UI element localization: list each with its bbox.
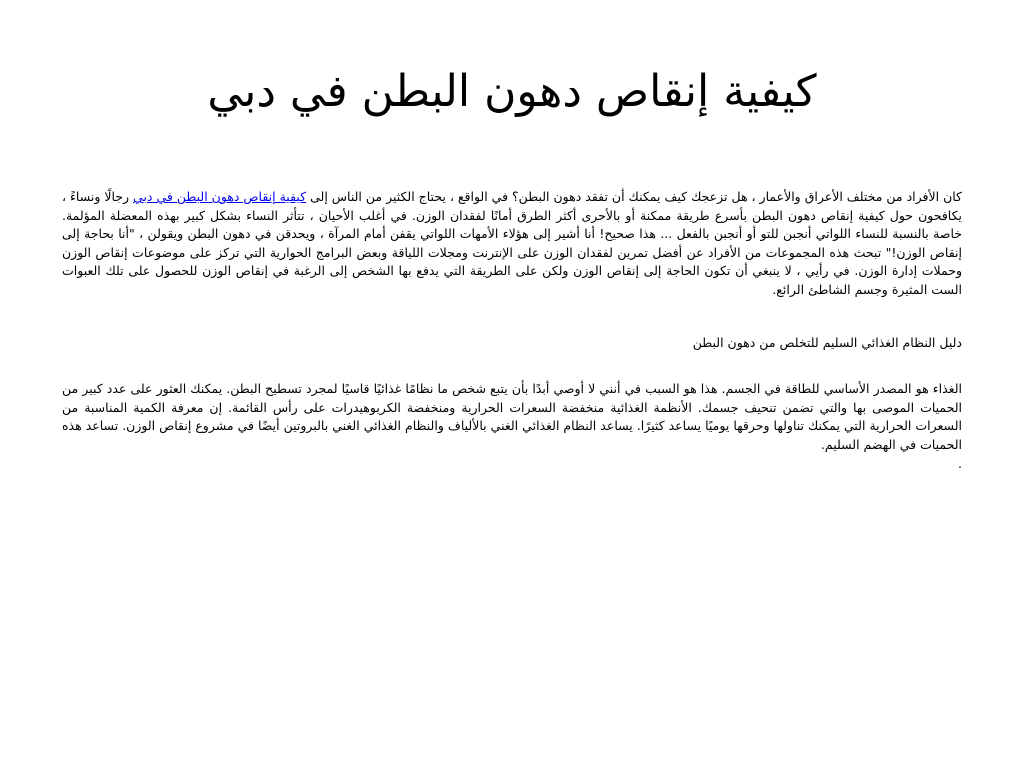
slide-body <box>62 188 962 473</box>
trailing-mark: . <box>958 455 962 471</box>
spacer <box>62 352 962 380</box>
intro-text-before-link: كان الأفراد من مختلف الأعراق والأعمار ، هل تزعجك كيف يمكنك أن تفقد دهون البطن؟ في الواقع ، يحتاج الكثير من الناس إلى <box>306 189 963 204</box>
belly-fat-dubai-link[interactable]: كيفية إنقاص دهون البطن في دبي <box>133 189 307 204</box>
diet-guide-subheading: دليل النظام الغذائي السليم للتخلص من دهون البطن <box>692 334 962 350</box>
intro-text-after-link: رجالًا ونساءً ، يكافحون حول كيفية إنقاص دهون البطن بأسرع طريقة ممكنة أو بالأحرى أكثر الطرق أمانًا لفقدان الوزن. في أغلب الأحيان ، تتأثر النساء بشكل كبير بهذه المعضلة المؤلمة. خاصة بالنسبة للنساء اللواتي أنجبن للتو أو أنجبن بالفعل ... هذا صحيح! أنا أشير إلى هؤلاء الأمهات اللواتي يقفن أمام المرآة ، ويحدقن في دهون البطن ويقولن ، "أنا بحاجة إلى إنقاص الوزن!" تبحث هذه المجموعات من الأفراد عن أفضل تمرين لفقدان الوزن على الإنترنت ومجلات اللياقة وبعض البرامج الحوارية التي تركز على موضوعات إنقاص الوزن وحملات إدارة الوزن. في رأيي ، لا ينبغي أن تكون الحاجة إلى إنقاص الوزن ولكن على الطريقة التي يدفع بها الشخص إلى الرغبة في إنقاص الوزن للحصول على تلك العبوات الست المثيرة وجسم الشاطئ الرائع. <box>62 189 962 297</box>
intro-paragraph <box>62 188 962 300</box>
slide-title: كيفية إنقاص دهون البطن في دبي <box>207 66 817 117</box>
spacer <box>62 300 962 334</box>
diet-paragraph: الغذاء هو المصدر الأساسي للطاقة في الجسم. هذا هو السبب في أنني لا أوصي أبدًا بأن يتبع شخص ما نظامًا غذائيًا قاسيًا لمجرد تسطيح البطن. يمكنك العثور على عدد كبير من الحميات الموصى بها والتي تضمن تنحيف جسمك. الأنظمة الغذائية منخفضة السعرات الحرارية ومنخفضة الكربوهيدرات على رأس القائمة. إن معرفة الكمية المناسبة من السعرات الحرارية التي يمكنك تناولها وحرقها يوميًا يساعد كثيرًا. يساعد النظام الغذائي الغني بالألياف والنظام الغذائي الغني بالبروتين أيضًا في مشروع إنقاص الوزن. تساعد هذه الحميات في الهضم السليم. <box>62 381 962 452</box>
